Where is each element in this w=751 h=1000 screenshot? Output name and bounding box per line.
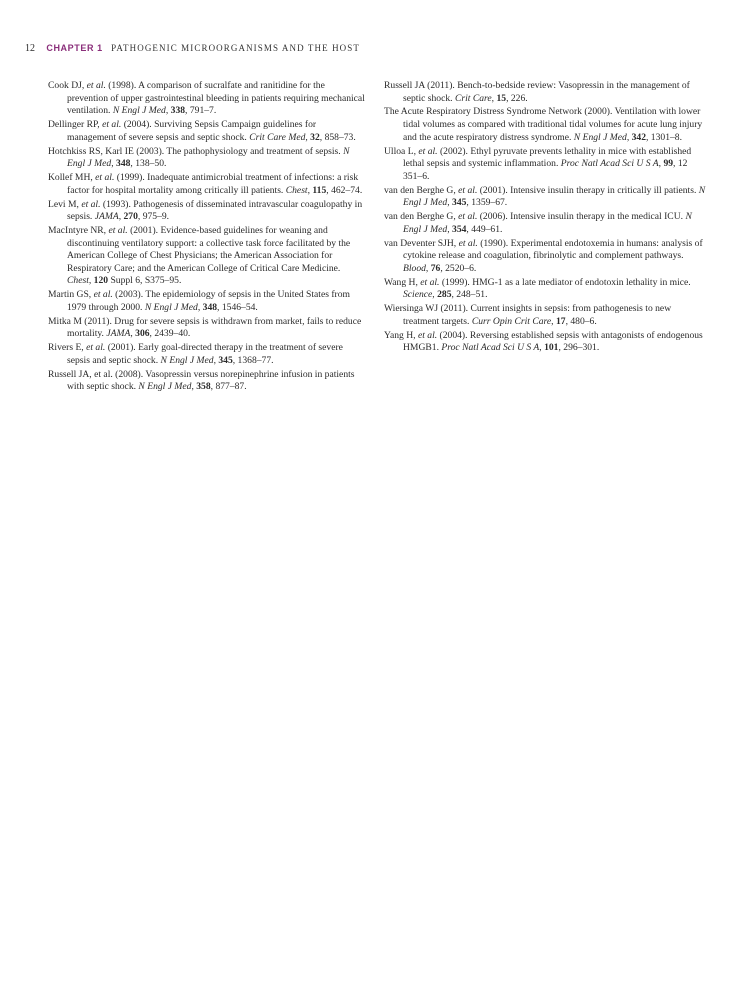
reference-text: 15 [496,92,507,104]
reference-text: Russell JA (2011). Bench-to-bedside review: Vasopressin in the management of septic shock. [384,80,690,104]
reference-text: , 1546–54. [217,301,258,313]
reference-text: (2003). The epidemiology of sepsis in the United States from 1979 through 2000. [67,289,350,313]
reference-text: van den Berghe G, [384,211,459,223]
reference-text: et al. [86,80,106,91]
reference-text: et al. [420,276,440,288]
running-head [25,43,360,54]
reference-text: (2001). Early goal-directed therapy in the treatment of severe sepsis and septic shock. [67,342,343,366]
reference-text: 348 [116,158,131,170]
reference-text: , [551,315,556,327]
reference-text: 354 [452,223,467,235]
references-right-column [384,80,706,356]
reference-text: 348 [202,301,218,313]
reference-text: et al. [458,184,478,196]
reference-dellinger [48,119,366,144]
reference-text: N Engl J Med [573,131,627,143]
reference-text: (2006). Intensive insulin therapy in the medical ICU. [477,211,686,223]
reference-vdberghe2006 [384,211,706,236]
reference-text: , 480–6. [565,315,597,327]
reference-text: et al. [417,329,438,341]
reference-vdberghe2001 [384,185,706,210]
reference-text: , 877–87. [210,381,247,393]
reference-wiersinga [384,303,706,328]
reference-text: 342 [631,131,646,143]
reference-text: Proc Natl Acad Sci U S A [560,158,659,170]
reference-text: , 296–301. [558,342,600,354]
reference-text: Suppl 6, S375–95. [108,275,182,287]
reference-text: , 2439–40. [149,328,191,340]
reference-text: 76 [430,262,441,274]
reference-text: , [432,289,438,301]
reference-russell2008 [48,369,366,394]
reference-text: , 1368–77. [232,354,274,366]
reference-text: Wiersinga WJ (2011). Current insights in sepsis: from pathogenesis to new treatment targets. [384,303,672,327]
reference-text: , [425,262,431,274]
reference-hotchkiss [48,146,366,171]
reference-text: , [307,184,313,196]
reference-text: 32 [310,131,320,143]
reference-text: , 975–9. [137,211,170,223]
reference-text: 338 [170,105,186,117]
reference-text: N Engl J Med [160,354,214,366]
reference-text: Ulloa L, [384,145,419,157]
reference-text: , 226. [506,92,528,104]
reference-text: Blood [403,262,426,274]
reference-vandeventer [384,238,706,276]
reference-text: , 449–61. [466,223,503,235]
reference-text: , [447,197,453,209]
reference-text: N Engl J Med [138,381,192,393]
reference-kollef [48,172,366,197]
reference-russell2011 [384,80,706,105]
reference-text: , [118,211,124,223]
reference-ardsnet [384,106,706,144]
reference-text: (2002). Ethyl pyruvate prevents lethality in mice with established lethal sepsis and systemic inflammation. [403,145,692,170]
reference-text: , [191,381,197,393]
reference-text: (1999). Inadequate antimicrobial treatment of infections: a risk factor for hospital mortality among critically ill patients. [67,172,359,196]
reference-text: 101 [544,342,559,354]
reference-text: , 2520–6. [440,262,477,274]
reference-text: (2001). Evidence-based guidelines for weaning and discontinuing ventilatory support: a collective task force facilitated by the American College of Chest Physicians; the American Association for Respiratory Care; and the American College of Critical Care Medicine. [67,225,351,274]
reference-martin [48,289,366,314]
reference-ulloa [384,146,706,184]
reference-text: Crit Care [454,92,492,104]
reference-text: et al. [102,119,122,131]
reference-yang [384,330,706,355]
reference-text: Martin GS, [48,289,94,301]
reference-text: van Deventer SJH, [384,237,459,249]
reference-text: Rivers E, [48,342,87,354]
reference-text: (1999). HMG-1 as a late mediator of endotoxin lethality in mice. [439,276,691,288]
reference-text: Chest [67,275,89,287]
reference-text: Kollef MH, [48,172,96,184]
reference-text: Mitka M (2011). Drug for severe sepsis is withdrawn from market, fails to reduce mortality. [48,315,362,340]
reference-text: Yang H, [384,329,418,341]
reference-text: N Engl J Med [144,301,198,313]
reference-text: N Engl J Med [403,211,692,235]
reference-text: Wang H, [384,276,421,288]
reference-text: Cook DJ, [48,80,87,91]
reference-text: , 858–73. [319,131,356,143]
reference-text: , [658,158,664,170]
reference-text: N Engl J Med [403,184,706,209]
reference-text: Russell JA, et al. (2008). Vasopressin versus norepinephrine infusion in patients with septic shock. [48,368,355,393]
reference-text: (2001). Intensive insulin therapy in critically ill patients. [477,184,699,196]
reference-text: Chest [285,184,308,196]
reference-text: , [213,354,219,366]
reference-text: 285 [437,289,452,301]
reference-wang [384,277,706,302]
reference-text: Proc Natl Acad Sci U S A [441,342,540,354]
reference-text: (1998). A comparison of sucralfate and ranitidine for the prevention of upper gastrointestinal bleeding in patients requiring mechanical ventilation. [67,80,365,117]
reference-text: 345 [452,197,467,209]
reference-text: 270 [123,211,138,223]
reference-macintyre [48,225,366,288]
reference-text: (2004). Surviving Sepsis Campaign guidelines for management of severe sepsis and septic shock. [67,119,317,143]
reference-text: 345 [218,354,233,366]
reference-text: MacIntyre NR, [48,225,109,237]
reference-text: et al. [108,225,128,237]
page-number: 12 [25,43,35,54]
reference-text: 120 [93,275,109,287]
reference-text: van den Berghe G, [384,184,459,196]
reference-text: , [491,92,497,104]
reference-text: , [305,131,311,143]
reference-text: , [197,301,203,313]
reference-text: , [626,131,632,143]
reference-text: et al. [86,342,106,354]
reference-text: Science [403,289,433,301]
references-left-column [48,80,366,395]
reference-text: 17 [555,315,566,327]
reference-text: , 791–7. [185,105,217,117]
reference-text: (1990). Experimental endotoxemia in humans: analysis of cytokine release and coagulation, fibrinolytic and complement pathways. [403,237,703,262]
reference-text: Levi M, [48,198,82,210]
reference-text: , [539,342,545,354]
reference-text: Dellinger RP, [48,119,103,131]
reference-text: , [447,223,453,235]
reference-text: , 12 351–6. [403,158,688,182]
reference-text: 115 [312,184,327,196]
reference-text: 99 [663,158,674,170]
reference-text: , 248–51. [451,289,488,301]
reference-text: 358 [196,381,211,393]
reference-text: , [130,328,136,340]
reference-text: The Acute Respiratory Distress Syndrome Network (2000). Ventilation with lower tidal volumes as compared with traditional tidal volumes for acute lung injury and the acute respiratory distress syndrome. [384,106,703,143]
reference-text: 306 [135,328,150,340]
reference-text: JAMA [94,211,119,223]
reference-mitka [48,316,366,341]
reference-text: , 1301–8. [646,131,682,143]
reference-text: N Engl J Med [67,145,350,170]
reference-text: et al. [95,172,115,184]
reference-text: Crit Care Med [249,131,306,143]
chapter-label: CHAPTER 1 [46,43,103,53]
reference-text: et al. [81,198,101,210]
reference-text: , 138–50. [130,158,167,170]
reference-text: , [111,158,117,170]
reference-text: et al. [93,289,113,301]
chapter-title: PATHOGENIC MICROORGANISMS AND THE HOST [111,43,360,53]
reference-text: et al. [458,237,478,249]
reference-text: et al. [458,211,478,223]
reference-text: (2004). Reversing established sepsis with antagonists of endogenous HMGB1. [403,329,703,354]
reference-text: JAMA [106,328,131,340]
reference-text: N Engl J Med [112,105,166,117]
reference-text: , [165,105,171,117]
reference-text: (1993). Pathogenesis of disseminated intravascular coagulopathy in sepsis. [67,198,363,223]
reference-levi [48,199,366,224]
reference-text: Hotchkiss RS, Karl IE (2003). The pathophysiology and treatment of sepsis. [48,145,344,157]
reference-rivers [48,342,366,367]
reference-text: , [88,275,94,287]
reference-text: , 462–74. [326,184,363,196]
reference-cook [48,80,366,118]
reference-text: Curr Opin Crit Care [471,315,552,327]
reference-text: et al. [418,145,438,157]
reference-text: , 1359–67. [466,197,508,209]
